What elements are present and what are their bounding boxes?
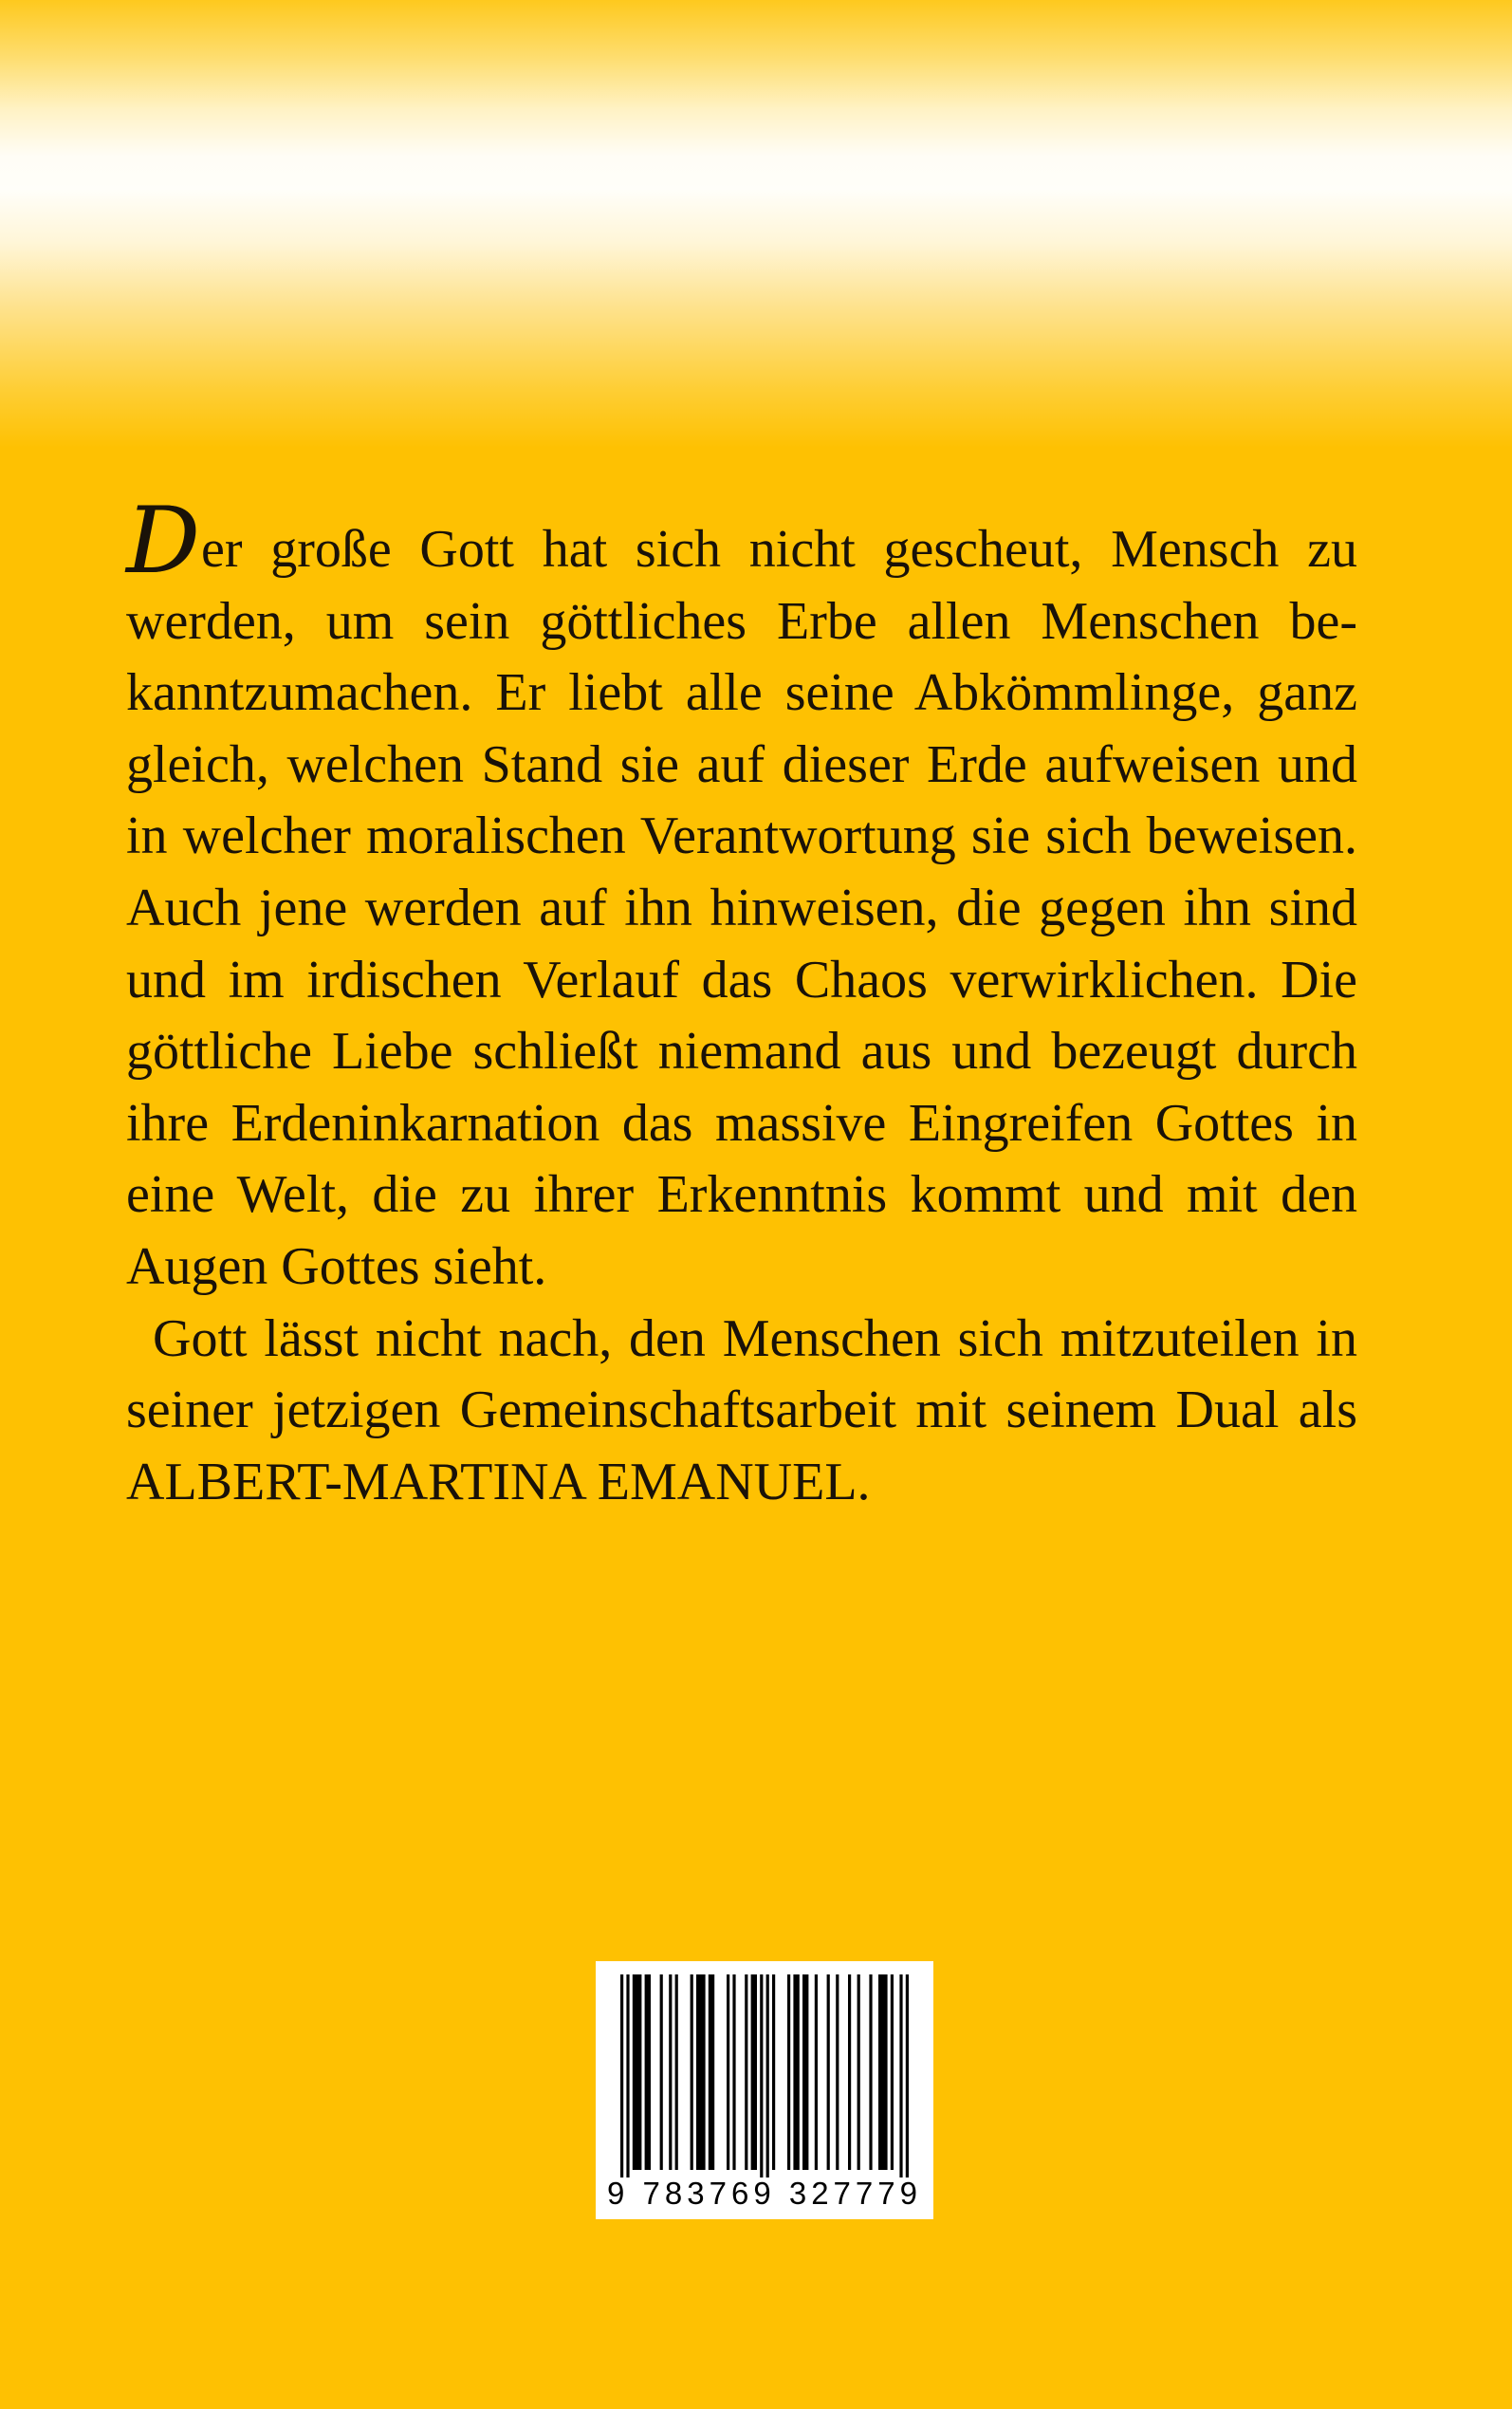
drop-cap-letter: D bbox=[126, 488, 195, 594]
barcode-bar bbox=[878, 1974, 888, 2170]
barcode-bar bbox=[691, 1974, 693, 2170]
blurb-paragraph-2: Gott lässt nicht nach, den Menschen sich mitzuteilen in seiner jetzigen Gemeinschaftsarbeit mit seinem Dual als ALBERT-MARTINA EMANUEL. bbox=[126, 1308, 1357, 1511]
barcode-bar bbox=[793, 1974, 799, 2170]
barcode-bar bbox=[891, 1974, 894, 2170]
barcode-bar bbox=[675, 1974, 678, 2170]
barcode-bar bbox=[848, 1974, 851, 2170]
isbn-number: 9 783769 327779 bbox=[607, 2176, 922, 2211]
barcode-bar bbox=[626, 1974, 629, 2177]
isbn-barcode bbox=[596, 1961, 933, 2219]
barcode-bar bbox=[696, 1974, 706, 2170]
barcode-bar bbox=[827, 1974, 830, 2170]
barcode-bar bbox=[633, 1974, 642, 2170]
barcode-bar bbox=[815, 1974, 818, 2170]
barcode-bar bbox=[869, 1974, 872, 2170]
barcode-bar bbox=[760, 1974, 763, 2177]
barcode-bar bbox=[899, 1974, 902, 2177]
barcode-bar bbox=[745, 1974, 747, 2170]
blurb-paragraph-1-text: er große Gott hat sich nicht gescheut, Mensch zu werden, um sein göttliches Erbe allen Menschen bekanntzumachen. Er liebt alle seine Abkömmlinge, ganz gleich, welchen Stand sie auf dieser Erde aufweisen und in welcher moralischen Verantwortung sie sich beweisen. Auch jene werden auf ihn hinweisen, die gegen ihn sind und im irdischen Verlauf das Chaos verwirklichen. Die göttliche Liebe schließt niemand aus und bezeugt durch ihre Erdeninkarnation das massive Eingreifen Gottes in eine Welt, die zu ihrer Erkenntnis kommt und mit den Augen Gottes sieht. bbox=[126, 520, 1357, 1296]
barcode-bar bbox=[751, 1974, 757, 2170]
barcode-bar bbox=[732, 1974, 735, 2170]
top-light-gradient bbox=[0, 0, 1512, 448]
barcode-bar bbox=[766, 1974, 769, 2177]
barcode-bar bbox=[669, 1974, 672, 2170]
barcode-bar bbox=[787, 1974, 790, 2170]
barcode-bar bbox=[727, 1974, 729, 2170]
barcode-bar bbox=[802, 1974, 808, 2170]
barcode-bar bbox=[836, 1974, 839, 2170]
barcode-bar bbox=[906, 1974, 909, 2177]
back-cover-blurb bbox=[126, 488, 1357, 1518]
barcode-bar bbox=[772, 1974, 775, 2170]
barcode-bar bbox=[645, 1974, 651, 2170]
barcode-bar bbox=[620, 1974, 623, 2177]
barcode-bar bbox=[709, 1974, 714, 2170]
barcode-bar bbox=[857, 1974, 860, 2170]
blurb-paragraph-1 bbox=[126, 488, 1357, 1304]
barcode-bar bbox=[660, 1974, 663, 2170]
